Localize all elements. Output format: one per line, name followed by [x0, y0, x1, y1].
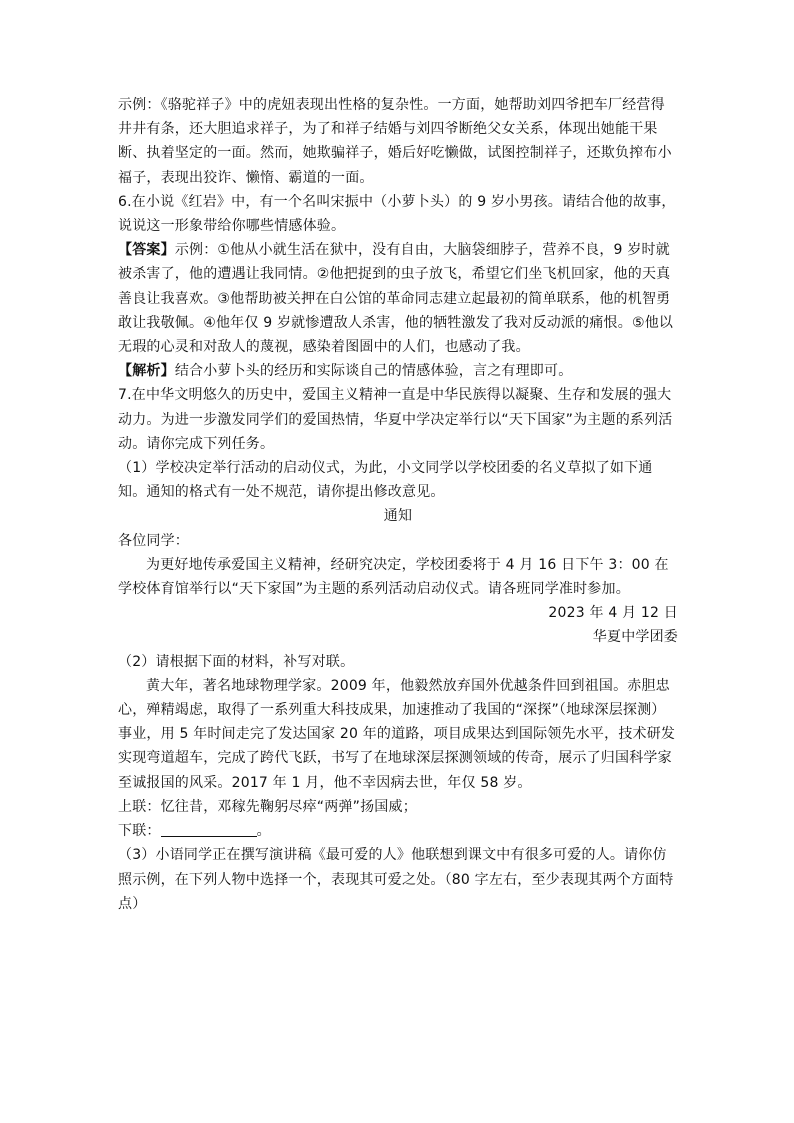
- upper-couplet: 上联：忆往昔，邓稼先鞠躬尽瘁“两弹”扬国威；: [118, 798, 417, 815]
- answer-blank[interactable]: [161, 820, 257, 837]
- lower-couplet-end: 。: [256, 823, 271, 840]
- notice-salutation: 各位同学：: [118, 532, 189, 549]
- notice-date: 2023 年 4 月 12 日: [548, 605, 678, 622]
- task-2: （2）请根据下面的材料，补写对联。: [118, 653, 355, 670]
- task-1: （1）学校决定举行活动的启动仪式，为此，小文同学以学校团委的名义草拟了如下通知。通知的格式有一处不规范，请你提出修改意见。: [118, 460, 653, 501]
- analysis-6: [118, 359, 678, 383]
- question-7-intro: 7.在中华文明悠久的历史中，爱国主义精神一直是中华民族得以凝聚、生存和发展的强大动力。为进一步激发同学们的爱国热情，华夏中学决定举行以“天下国家”为主题的系列活动。请你完成下列任务。: [118, 387, 673, 452]
- example-paragraph: 示例：《骆驼祥子》中的虎妞表现出性格的复杂性。一方面，她帮助刘四爷把车厂经营得井井有条，还大胆追求祥子，为了和祥子结婚与刘四爷断绝父女关系，体现出她能干果断、执着坚定的一面。然而，她欺骗祥子，婚后好吃懒做，试图控制祥子，还欺负搾布小福子，表现出狡诈、懒惰、霸道的一面。: [118, 97, 672, 186]
- answer-label: 【答案】: [118, 242, 175, 259]
- notice-body: 为更好地传承爱国主义精神，经研究决定，学校团委将于 4 月 16 日下午 3：00 在学校体育馆举行以“天下家国”为主题的系列活动启动仪式。请各班同学准时参加。: [118, 556, 669, 598]
- material-paragraph: 黄大年，著名地球物理学家。2009 年，他毅然放弃国外优越条件回到祖国。赤胆忠心，殚精竭虑，取得了一系列重大科技成果，加速推动了我国的“深探”（地球深层探测）事业，用 5 年时间走完了发达国家 20 年的道路，项目成果达到国际领先水平，技术研发实现弯道超车，完成了跨代飞跃，书写了在地球深层探测领域的传奇，展示了归国科学家至诚报国的风采。2017 年 1 月，他不幸因病去世，年仅 58 岁。: [118, 677, 676, 791]
- notice-signer: 华夏中学团委: [592, 629, 678, 646]
- analysis-label: 【解析】: [118, 363, 175, 380]
- lower-couplet: [118, 819, 678, 843]
- question-6: 6.在小说《红岩》中，有一个名叫宋振中（小萝卜头）的 9 岁小男孩。请结合他的故事，说说这一形象带给你哪些情感体验。: [118, 193, 676, 235]
- answer-text: 示例：①他从小就生活在狱中，没有自由，大脑袋细脖子，营养不良，9 岁时就被杀害了，他的遭遇让我同情。②他把捉到的虫子放飞，希望它们坐飞机回家，他的天真善良让我喜欢。③他帮助被关押在白公馆的革命同志建立起最初的简单联系，他的机智勇敢让我敬佩。④他年仅 9 岁就惨遭敌人杀害，他的牺牲激发了我对反动派的痛恨。⑤他以无瑕的心灵和对敌人的蔑视，感染着图圄中的人们，也感动了我。: [118, 242, 674, 356]
- answer-6: [118, 238, 678, 359]
- analysis-text: 结合小萝卜头的经历和实际谈自己的情感体验，言之有理即可。: [174, 363, 573, 380]
- document-body: [118, 93, 678, 916]
- lower-couplet-label: 下联：: [118, 823, 161, 840]
- notice-title: 通知: [383, 508, 413, 525]
- task-3: （3）小语同学正在撰写演讲稿《最可爱的人》他联想到课文中有很多可爱的人。请你仿照示例，在下列人物中选择一个，表现其可爱之处。（80 字左右，至少表现其两个方面特点）: [118, 847, 674, 912]
